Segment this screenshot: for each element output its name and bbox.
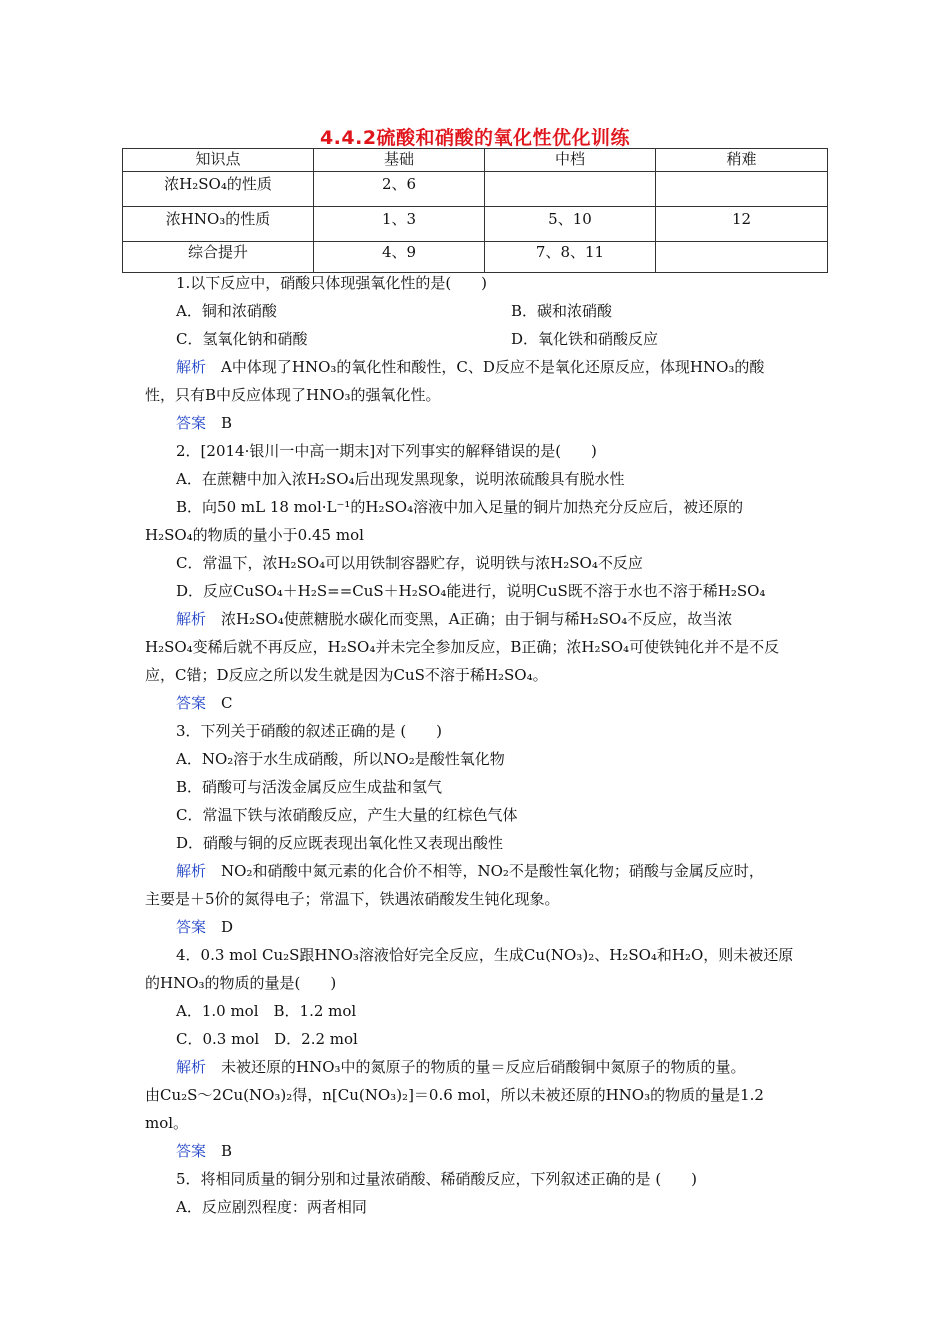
table-row <box>123 207 828 242</box>
q2-answer-line <box>176 693 233 713</box>
page-title: 4.4.2硫酸和硝酸的氧化性优化训练 <box>319 127 631 149</box>
table-cell: 7、8、11 <box>485 242 656 273</box>
table-cell: 5、10 <box>485 207 656 242</box>
q2-option-c: C．常温下，浓H₂SO₄可以用铁制容器贮存，说明铁与浓H₂SO₄不反应 <box>176 554 643 572</box>
q3-stem: 3．下列关于硝酸的叙述正确的是 ( ) <box>176 722 443 740</box>
table-header-cell: 基础 <box>314 149 485 172</box>
q3-option-b: B．硝酸可与活泼金属反应生成盐和氢气 <box>176 778 443 796</box>
analysis-label: 解析 <box>176 1058 207 1076</box>
knowledge-table <box>122 148 828 273</box>
table-cell <box>656 242 828 273</box>
q3-answer-line <box>176 917 233 937</box>
analysis-label: 解析 <box>176 862 207 880</box>
q1-analysis-cont: 性，只有B中反应体现了HNO₃的强氧化性。 <box>145 386 441 404</box>
table-cell <box>656 172 828 207</box>
analysis-text: 浓H₂SO₄使蔗糖脱水碳化而变黑，A正确；由于铜与稀H₂SO₄不反应，故当浓 <box>221 610 733 628</box>
table-header-row <box>123 149 828 172</box>
q4-stem-cont: 的HNO₃的物质的量是( ) <box>145 974 337 992</box>
q2-option-b: B．向50 mL 18 mol·L⁻¹的H₂SO₄溶液中加入足量的铜片加热充分反应后，被还原的 <box>176 498 744 516</box>
analysis-text: 未被还原的HNO₃中的氮原子的物质的量＝反应后硝酸铜中氮原子的物质的量。 <box>221 1058 746 1076</box>
answer-label: 答案 <box>176 414 207 432</box>
q4-analysis-cont: mol。 <box>145 1114 189 1132</box>
q3-option-a: A．NO₂溶于水生成硝酸，所以NO₂是酸性氧化物 <box>176 750 505 768</box>
q2-option-d: D．反应CuSO₄＋H₂S==CuS＋H₂SO₄能进行，说明CuS既不溶于水也不溶于稀H₂SO₄ <box>176 582 766 600</box>
q2-analysis-cont: H₂SO₄变稀后就不再反应，H₂SO₄并未完全参加反应，B正确；浓H₂SO₄可使铁钝化并不是不反 <box>145 638 780 656</box>
table-cell: 浓H₂SO₄的性质 <box>123 172 314 207</box>
q2-stem: 2．[2014·银川一中高一期末]对下列事实的解释错误的是( ) <box>176 442 597 460</box>
q1-option-a: A．铜和浓硝酸 <box>176 302 277 320</box>
answer-value: B <box>221 1142 233 1160</box>
table-cell: 12 <box>656 207 828 242</box>
q2-analysis-cont: 应，C错；D反应之所以发生就是因为CuS不溶于稀H₂SO₄。 <box>145 666 548 684</box>
analysis-text: A中体现了HNO₃的氧化性和酸性，C、D反应不是氧化还原反应，体现HNO₃的酸 <box>221 358 765 376</box>
q5-option-a: A．反应剧烈程度：两者相同 <box>176 1198 367 1216</box>
analysis-label: 解析 <box>176 358 207 376</box>
q3-option-c: C．常温下铁与浓硝酸反应，产生大量的红棕色气体 <box>176 806 518 824</box>
table-header-cell: 中档 <box>485 149 656 172</box>
q3-analysis-line <box>176 861 764 881</box>
table-row <box>123 242 828 273</box>
q3-analysis-cont: 主要是＋5价的氮得电子；常温下，铁遇浓硝酸发生钝化现象。 <box>145 890 560 908</box>
answer-value: D <box>221 918 234 936</box>
q1-option-b: B．碳和浓硝酸 <box>511 302 613 320</box>
q4-answer-line <box>176 1141 232 1161</box>
q2-option-b-cont: H₂SO₄的物质的量小于0.45 mol <box>145 526 364 544</box>
q5-stem: 5．将相同质量的铜分别和过量浓硝酸、稀硝酸反应，下列叙述正确的是 ( ) <box>176 1170 698 1188</box>
answer-label: 答案 <box>176 918 207 936</box>
q2-option-a: A．在蔗糖中加入浓H₂SO₄后出现发黑现象，说明浓硫酸具有脱水性 <box>176 470 625 488</box>
q1-analysis-line <box>176 357 764 377</box>
analysis-text: NO₂和硝酸中氮元素的化合价不相等，NO₂不是酸性氧化物；硝酸与金属反应时， <box>221 862 764 880</box>
q4-options-ab: A．1.0 mol B．1.2 mol <box>176 1002 357 1020</box>
q1-stem: 1.以下反应中，硝酸只体现强氧化性的是( ) <box>176 274 488 292</box>
q1-option-c: C．氢氧化钠和硝酸 <box>176 330 308 348</box>
table-cell: 1、3 <box>314 207 485 242</box>
answer-label: 答案 <box>176 1142 207 1160</box>
q3-option-d: D．硝酸与铜的反应既表现出氧化性又表现出酸性 <box>176 834 504 852</box>
answer-value: C <box>221 694 233 712</box>
q1-option-d: D．氧化铁和硝酸反应 <box>511 330 659 348</box>
analysis-label: 解析 <box>176 610 207 628</box>
table-row <box>123 172 828 207</box>
table-cell: 4、9 <box>314 242 485 273</box>
q4-analysis-cont: 由Cu₂S～2Cu(NO₃)₂得，n[Cu(NO₃)₂]＝0.6 mol，所以未被还原的HNO₃的物质的量是1.2 <box>145 1086 764 1104</box>
answer-value: B <box>221 414 233 432</box>
q4-options-cd: C．0.3 mol D．2.2 mol <box>176 1030 358 1048</box>
q4-analysis-line <box>176 1057 746 1077</box>
table-cell: 2、6 <box>314 172 485 207</box>
table-cell: 综合提升 <box>123 242 314 273</box>
q4-stem: 4．0.3 mol Cu₂S跟HNO₃溶液恰好完全反应，生成Cu(NO₃)₂、H₂SO₄和H₂O，则未被还原 <box>176 946 794 964</box>
q1-answer-line <box>176 413 232 433</box>
answer-label: 答案 <box>176 694 207 712</box>
q2-analysis-line <box>176 609 732 629</box>
table-header-cell: 稍难 <box>656 149 828 172</box>
table-cell <box>485 172 656 207</box>
table-cell: 浓HNO₃的性质 <box>123 207 314 242</box>
table-header-cell: 知识点 <box>123 149 314 172</box>
